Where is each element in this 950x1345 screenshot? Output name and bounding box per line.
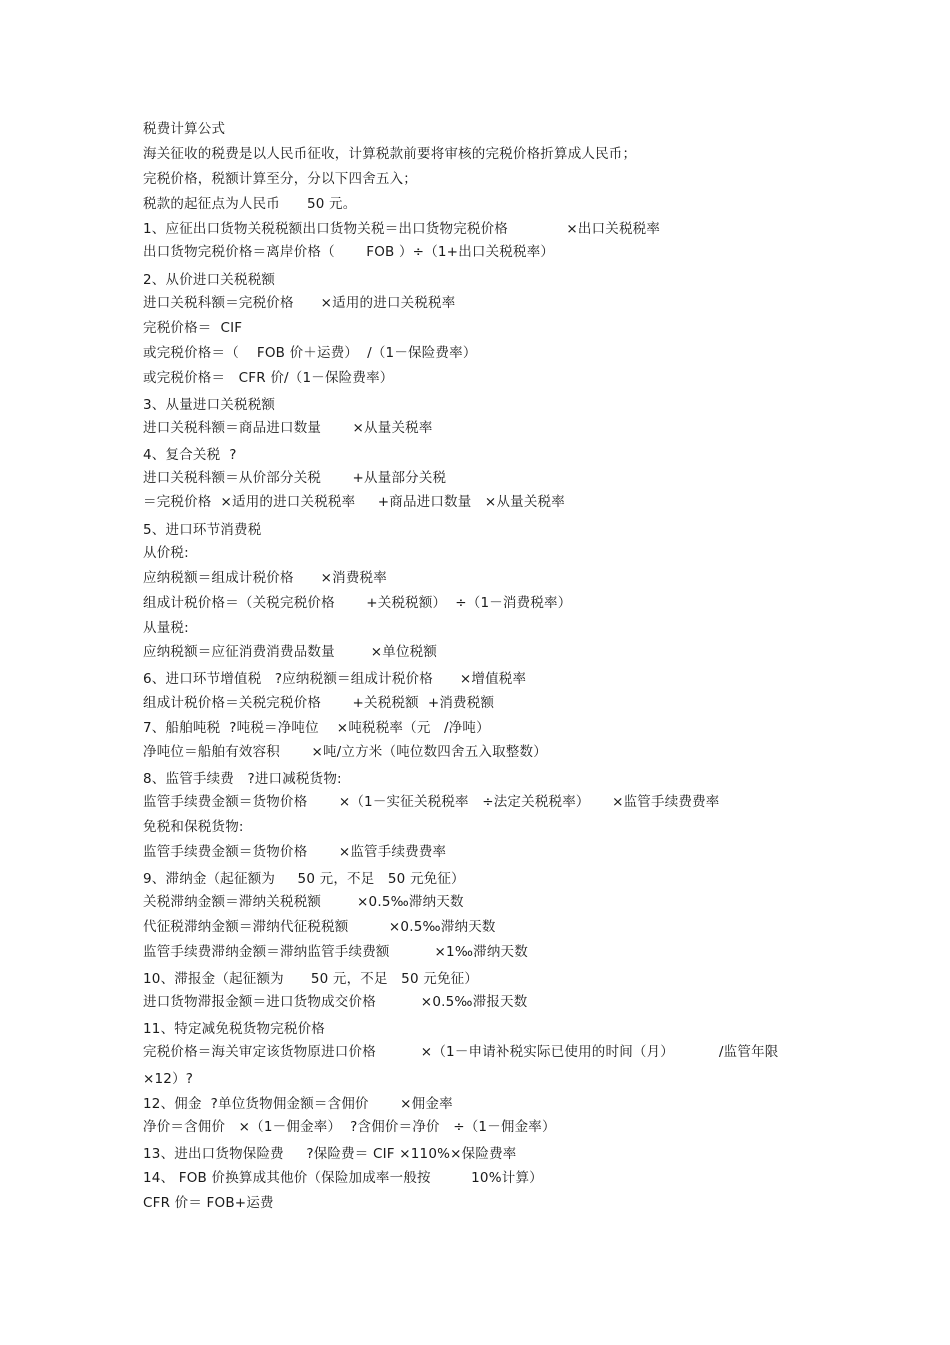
text-line: 代征税滞纳金额＝滞纳代征税税额 ×0.5‰滞纳天数 xyxy=(143,919,496,935)
text-line: 14、 FOB 价换算成其他价（保险加成率一般按 10%计算） xyxy=(143,1170,543,1186)
text-line: 13、进出口货物保险费 ?保险费＝ CIF ×110%×保险费率 xyxy=(143,1146,517,1162)
text-line: 监管手续费滞纳金额＝滞纳监管手续费额 ×1‰滞纳天数 xyxy=(143,944,528,960)
text-line: 7、船舶吨税 ?吨税＝净吨位 ×吨税税率（元 /净吨） xyxy=(143,720,490,736)
text-line: 应纳税额＝应征消费消费品数量 ×单位税额 xyxy=(143,644,438,660)
text-line: 进口关税科额＝完税价格 ×适用的进口关税税率 xyxy=(143,295,456,311)
text-line: 2、从价进口关税税额 xyxy=(143,272,276,288)
text-line: 或完税价格＝ CFR 价/（1－保险费率） xyxy=(143,370,394,386)
text-line: 10、滞报金（起征额为 50 元，不足 50 元免征） xyxy=(143,971,479,987)
text-line: 完税价格＝海关审定该货物原进口价格 ×（1－申请补税实际已使用的时间（月） /监管年限 xyxy=(143,1044,779,1060)
text-line: 完税价格＝ CIF xyxy=(143,320,243,336)
text-line: CFR 价＝ FOB+运费 xyxy=(143,1195,274,1211)
text-line: 净吨位＝船舶有效容积 ×吨/立方米（吨位数四舍五入取整数） xyxy=(143,744,547,760)
text-line: 进口关税科额＝从价部分关税 +从量部分关税 xyxy=(143,470,447,486)
text-line: 组成计税价格＝关税完税价格 +关税税额 +消费税额 xyxy=(143,695,495,711)
text-line: 从价税: xyxy=(143,545,189,561)
text-line: 6、进口环节增值税 ?应纳税额＝组成计税价格 ×增值税率 xyxy=(143,671,527,687)
text-line: 3、从量进口关税税额 xyxy=(143,397,276,413)
text-line: 监管手续费金额＝货物价格 ×监管手续费费率 xyxy=(143,844,447,860)
text-line: 5、进口环节消费税 xyxy=(143,522,262,538)
text-line: 进口货物滞报金额＝进口货物成交价格 ×0.5‰滞报天数 xyxy=(143,994,528,1010)
text-line: 净价＝含佣价 ×（1－佣金率） ?含佣价＝净价 ÷（1－佣金率） xyxy=(143,1119,556,1135)
text-line: 9、滞纳金（起征额为 50 元，不足 50 元免征） xyxy=(143,871,465,887)
text-line: 完税价格，税额计算至分，分以下四舍五入； xyxy=(143,171,417,187)
text-line: ×12）? xyxy=(143,1071,194,1087)
text-line: 关税滞纳金额＝滞纳关税税额 ×0.5‰滞纳天数 xyxy=(143,894,464,910)
text-line: 应纳税额＝组成计税价格 ×消费税率 xyxy=(143,570,387,586)
text-line: 税款的起征点为人民币 50 元。 xyxy=(143,196,357,212)
text-line: 监管手续费金额＝货物价格 ×（1－实征关税税率 ÷法定关税税率） ×监管手续费费率 xyxy=(143,794,720,810)
text-line: 海关征收的税费是以人民币征收，计算税款前要将审核的完税价格折算成人民币； xyxy=(143,146,637,162)
text-line: 从量税: xyxy=(143,620,189,636)
doc-title: 税费计算公式 xyxy=(143,121,226,137)
text-line: 或完税价格＝（ FOB 价＋运费） /（1－保险费率） xyxy=(143,345,477,361)
text-line: 11、特定减免税货物完税价格 xyxy=(143,1021,325,1037)
text-line: 组成计税价格＝（关税完税价格 +关税税额） ÷（1－消费税率） xyxy=(143,595,572,611)
text-line: ＝完税价格 ×适用的进口关税税率 +商品进口数量 ×从量关税率 xyxy=(143,494,565,510)
text-line: 进口关税科额＝商品进口数量 ×从量关税率 xyxy=(143,420,433,436)
text-line: 4、复合关税 ? xyxy=(143,447,237,463)
text-line: 免税和保税货物: xyxy=(143,819,244,835)
text-line: 1、应征出口货物关税税额出口货物关税＝出口货物完税价格 ×出口关税税率 xyxy=(143,221,661,237)
text-line: 12、佣金 ?单位货物佣金额＝含佣价 ×佣金率 xyxy=(143,1096,453,1112)
text-line: 8、监管手续费 ?进口减税货物: xyxy=(143,771,342,787)
text-line: 出口货物完税价格＝离岸价格（ FOB ）÷（1+出口关税税率） xyxy=(143,244,555,260)
